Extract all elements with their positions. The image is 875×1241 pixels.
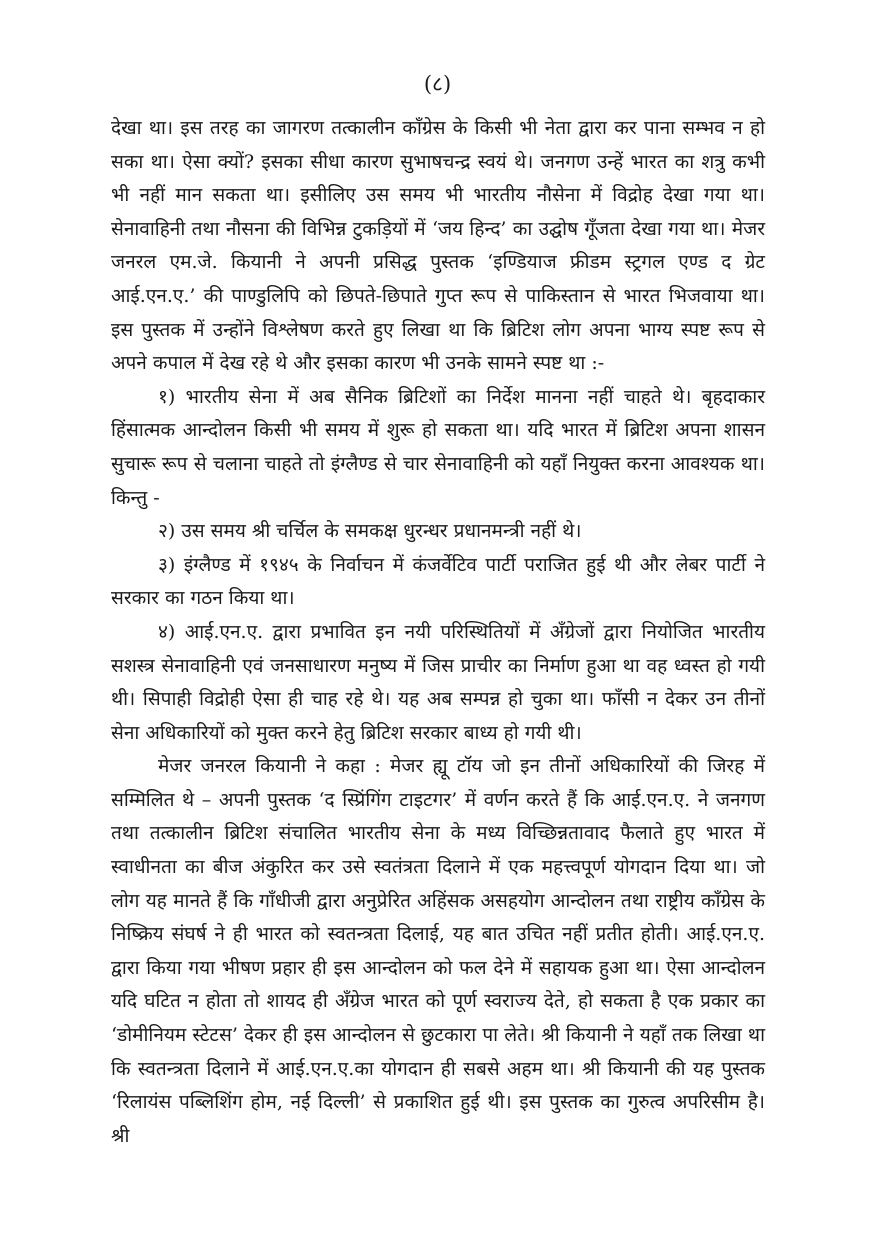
paragraph-point-2: २) उस समय श्री चर्चिल के समकक्ष धुरन्धर प्रधानमन्त्री नहीं थे।: [158, 520, 582, 543]
paragraph-continued-intro: देखा था। इस तरह का जागरण तत्कालीन काँग्रेस के किसी भी नेता द्वारा कर पाना सम्भव न हो सका था। ऐसा क्यों? इसका सीधा कारण सुभाषचन्द्र स्वयं थे। जनगण उन्हें भारत का शत्रु कभी भी नहीं मान सकता था। इसीलिए उस समय भी भारतीय नौसेना में विद्रोह देखा गया था। सेनावाहिनी तथा नौसना की विभिन्न टुकड़ियों में ‘जय हिन्द’ का उद्घोष गूँजता देखा गया था। मेजर जनरल एम.जे. कियानी ने अपनी प्रसिद्ध पुस्तक ‘इण्डियाज फ्रीडम स्ट्रगल एण्ड द ग्रेट आई.एन.ए.’ की पाण्डुलिपि को छिपते-छिपाते गुप्त रूप से पाकिस्तान से भारत भिजवाया था। इस पुस्तक में उन्होंने विश्लेषण करते हुए लिखा था कि ब्रिटिश लोग अपना भाग्य स्पष्ट रूप से अपने कपाल में देख रहे थे और इसका कारण भी उनके सामने स्पष्ट था :-: [111, 117, 765, 375]
paragraph-point-1: १) भारतीय सेना में अब सैनिक ब्रिटिशों का निर्देश मानना नहीं चाहते थे। बृहदाकार हिंसात्मक आन्दोलन किसी भी समय में शुरू हो सकता था। यदि भारत में ब्रिटिश अपना शासन सुचारू रूप से चलाना चाहते तो इंग्लैण्ड से चार सेनावाहिनी को यहाँ नियुक्त करना आवश्यक था। किन्तु -: [111, 385, 765, 509]
paragraph-kiyani-quote: मेजर जनरल कियानी ने कहा : मेजर ह्यू टॉय जो इन तीनों अधिकारियों की जिरह में सम्मिलित थे – अपनी पुस्तक ‘द स्प्रिंगिंग टाइटगर’ में वर्णन करते हैं कि आई.एन.ए. ने जनगण तथा तत्कालीन ब्रिटिश संचालित भारतीय सेना के मध्य विच्छिन्नतावाद फैलाते हुए भारत में स्वाधीनता का बीज अंकुरित कर उसे स्वतंत्रता दिलाने में एक महत्त्वपूर्ण योगदान दिया था। जो लोग यह मानते हैं कि गाँधीजी द्वारा अनुप्रेरित अहिंसक असहयोग आन्दोलन तथा राष्ट्रीय काँग्रेस के निष्क्रिय संघर्ष ने ही भारत को स्वतन्त्रता दिलाई, यह बात उचित नहीं प्रतीत होती। आई.एन.ए. द्वारा किया गया भीषण प्रहार ही इस आन्दोलन को फल देने में सहायक हुआ था। ऐसा आन्दोलन यदि घटित न होता तो शायद ही अँग्रेज भारत को पूर्ण स्वराज्य देते, हो सकता है एक प्रकार का ‘डोमीनियम स्टेटस’ देकर ही इस आन्दोलन से छुटकारा पा लेते। श्री कियानी ने यहाँ तक लिखा था कि स्वतन्त्रता दिलाने में आई.एन.ए.का योगदान ही सबसे अहम था। श्री कियानी की यह पुस्तक ‘रिलायंस पब्लिशिंग होम, नई दिल्ली’ से प्रकाशित हुई थी। इस पुस्तक का गुरुत्व अपरिसीम है। श्री: [111, 755, 765, 1147]
page-number: (८): [423, 72, 452, 96]
paragraph-point-4: ४) आई.एन.ए. द्वारा प्रभावित इन नयी परिस्थितियों में अँग्रेजों द्वारा नियोजित भारतीय सशस्त्र सेनावाहिनी एवं जनसाधारण मनुष्य में जिस प्राचीर का निर्माण हुआ था वह ध्वस्त हो गयी थी। सिपाही विद्रोही ऐसा ही चाह रहे थे। यह अब सम्पन्न हो चुका था। फाँसी न देकर उन तीनों सेना अधिकारियों को मुक्त करने हेतु ब्रिटिश सरकार बाध्य हो गयी थी।: [111, 620, 765, 744]
body-text: [111, 112, 765, 1153]
paragraph-point-3: ३) इंग्लैण्ड में १९४५ के निर्वाचन में कंजर्वेटिव पार्टी पराजित हुई थी और लेबर पार्टी ने सरकार का गठन किया था।: [111, 553, 765, 610]
